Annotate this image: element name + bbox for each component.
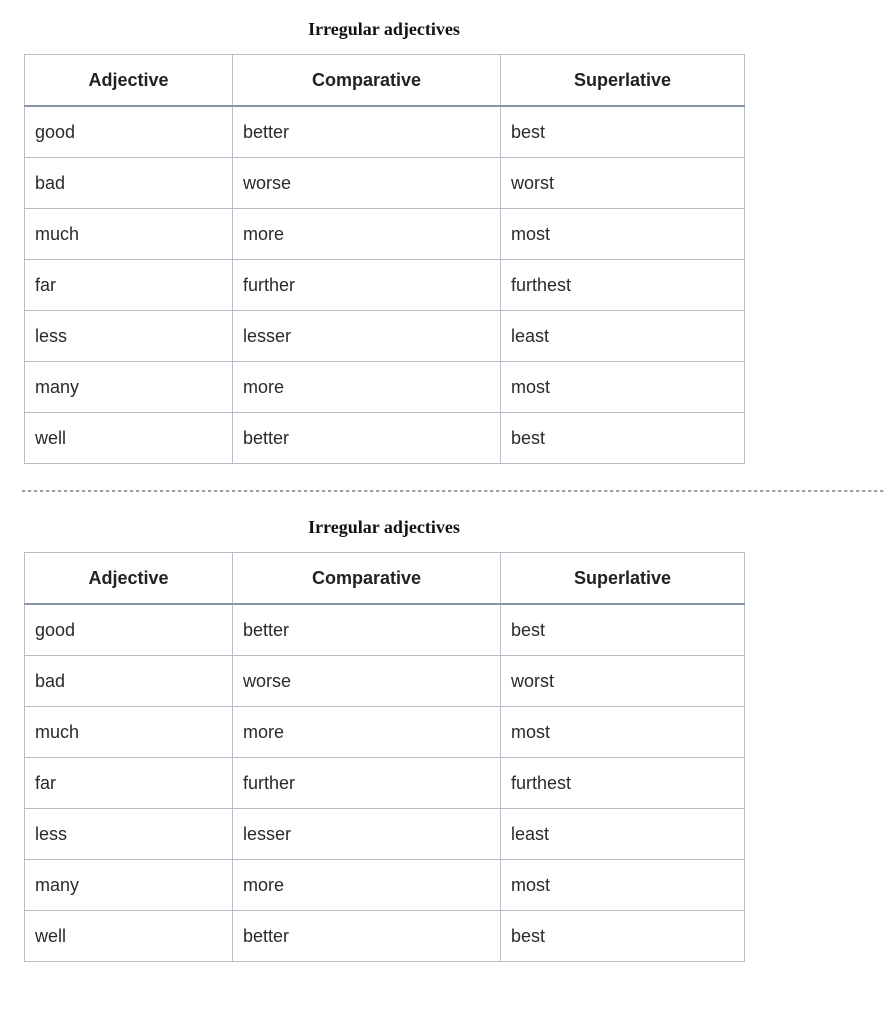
header-superlative: Superlative — [501, 553, 745, 605]
cell-adjective: bad — [25, 656, 233, 707]
table-row — [25, 707, 745, 758]
section-title-2: Irregular adjectives — [308, 517, 460, 537]
table-row — [25, 362, 745, 413]
cell-superlative: most — [501, 707, 745, 758]
cell-comparative: better — [233, 604, 501, 656]
cell-superlative: best — [501, 106, 745, 158]
cell-superlative: least — [501, 809, 745, 860]
irregular-adjectives-table-2 — [24, 552, 745, 962]
cell-adjective: far — [25, 758, 233, 809]
cell-comparative: better — [233, 106, 501, 158]
cell-superlative: most — [501, 209, 745, 260]
cell-comparative: further — [233, 758, 501, 809]
table-row — [25, 413, 745, 464]
cell-comparative: more — [233, 209, 501, 260]
cell-adjective: many — [25, 362, 233, 413]
cell-superlative: most — [501, 860, 745, 911]
cell-adjective: far — [25, 260, 233, 311]
cell-superlative: worst — [501, 158, 745, 209]
irregular-adjectives-table-1 — [24, 54, 745, 464]
table-header-row — [25, 55, 745, 107]
table-row — [25, 809, 745, 860]
table-row — [25, 158, 745, 209]
cell-adjective: much — [25, 209, 233, 260]
cell-superlative: most — [501, 362, 745, 413]
cell-comparative: worse — [233, 158, 501, 209]
cell-comparative: lesser — [233, 809, 501, 860]
cell-adjective: less — [25, 311, 233, 362]
cell-adjective: less — [25, 809, 233, 860]
cell-adjective: well — [25, 413, 233, 464]
cell-adjective: good — [25, 604, 233, 656]
table-row — [25, 860, 745, 911]
header-comparative: Comparative — [233, 55, 501, 107]
cell-adjective: bad — [25, 158, 233, 209]
cell-superlative: least — [501, 311, 745, 362]
cell-adjective: much — [25, 707, 233, 758]
cell-superlative: best — [501, 604, 745, 656]
cell-superlative: worst — [501, 656, 745, 707]
header-adjective: Adjective — [25, 553, 233, 605]
cell-comparative: further — [233, 260, 501, 311]
cell-superlative: best — [501, 911, 745, 962]
header-comparative: Comparative — [233, 553, 501, 605]
header-adjective: Adjective — [25, 55, 233, 107]
dashed-divider: ------------------------------------------------------------------------------------------------------------------------------------------------ — [20, 484, 884, 498]
table-row — [25, 758, 745, 809]
cell-adjective: many — [25, 860, 233, 911]
cell-superlative: furthest — [501, 758, 745, 809]
cell-comparative: more — [233, 362, 501, 413]
cell-comparative: worse — [233, 656, 501, 707]
table-row — [25, 656, 745, 707]
cell-comparative: more — [233, 707, 501, 758]
table-row — [25, 911, 745, 962]
cell-comparative: lesser — [233, 311, 501, 362]
cell-adjective: well — [25, 911, 233, 962]
table-row — [25, 311, 745, 362]
table-row — [25, 604, 745, 656]
cell-comparative: better — [233, 911, 501, 962]
table-header-row — [25, 553, 745, 605]
cell-comparative: more — [233, 860, 501, 911]
section-title-1: Irregular adjectives — [308, 19, 460, 39]
cell-superlative: best — [501, 413, 745, 464]
cell-comparative: better — [233, 413, 501, 464]
table-row — [25, 209, 745, 260]
table-row — [25, 106, 745, 158]
cell-adjective: good — [25, 106, 233, 158]
cell-superlative: furthest — [501, 260, 745, 311]
table-row — [25, 260, 745, 311]
header-superlative: Superlative — [501, 55, 745, 107]
